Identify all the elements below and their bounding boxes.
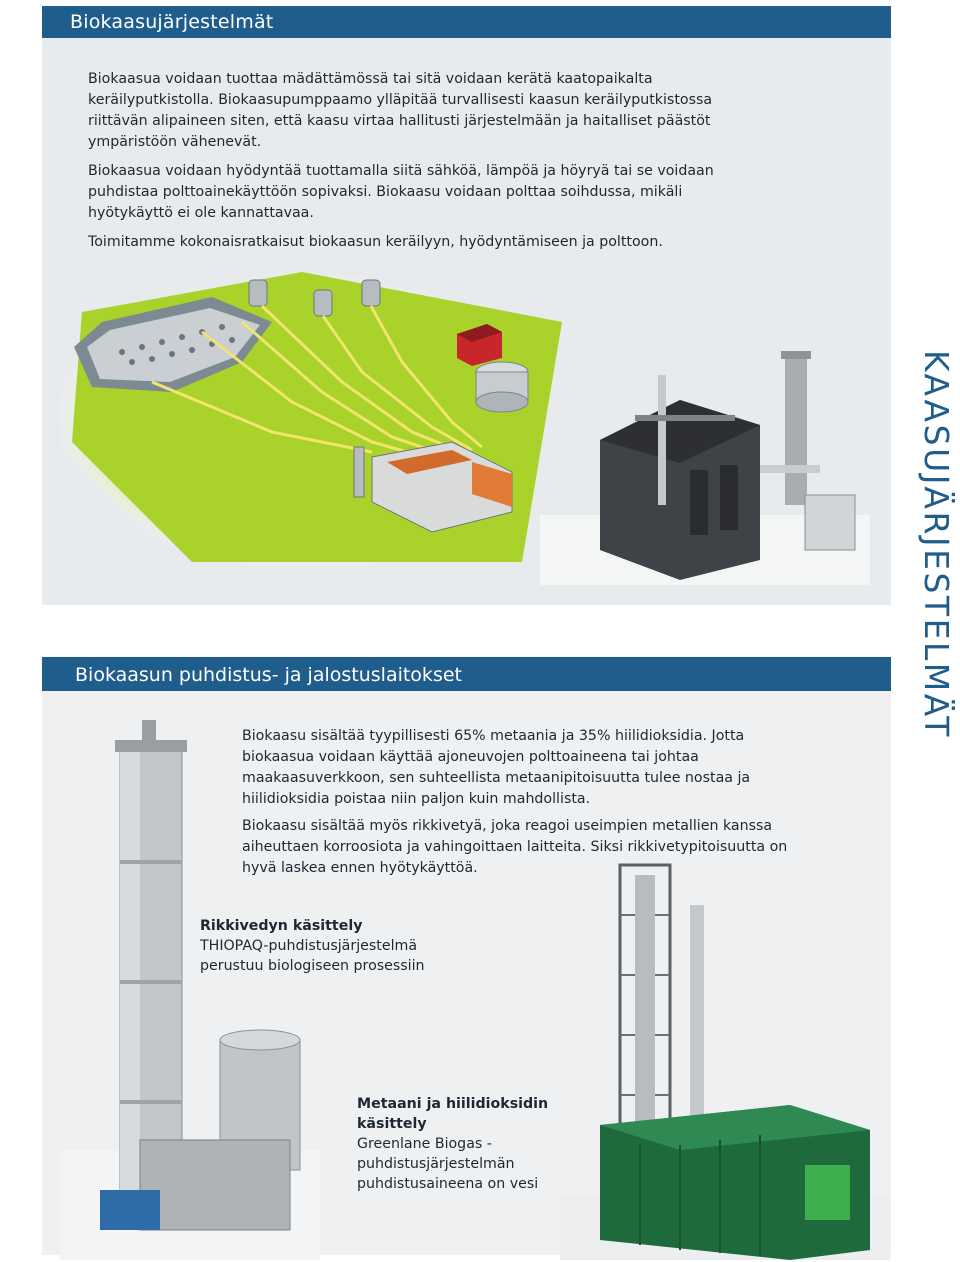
side-section-label: KAASUJÄRJESTELMÄT (917, 350, 956, 739)
intro-paragraph-2: Biokaasua voidaan hyödyntää tuottamalla siitä sähköä, lämpöä ja höyryä tai se voidaan puhdistaa polttoainekäyttöön sopivaksi. Biokaasu voidaan polttaa soihdussa, mikäli hyötykäyttö ei ole kannattavaa. (88, 163, 714, 221)
intro-paragraph-3: Toimitamme kokonaisratkaisut biokaasun keräilyyn, hyödyntämiseen ja polttoon. (88, 234, 663, 250)
methane-caption-title: Metaani ja hiilidioksidin käsittely (357, 1096, 549, 1132)
landfill-gas-diagram (42, 262, 587, 582)
pumping-station-photo (540, 345, 870, 585)
body-paragraph-2: Biokaasu sisältää myös rikkivetyä, joka reagoi useimpien metallien kanssa aiheuttaen korroosiota ja vahingoittaen laitteita. Siksi rikkivetypitoisuutta on hyvä laskea ennen hyötykäyttöä. (242, 818, 788, 876)
page-title: Biokaasujärjestelmät (70, 11, 274, 33)
methane-caption-text: Greenlane Biogas -puhdistusjärjestelmän puhdistusaineena on vesi (357, 1136, 539, 1192)
header-bar (42, 6, 891, 38)
upgrading-tower-photo (560, 855, 890, 1260)
methane-caption (357, 1094, 592, 1194)
sulfur-caption-title: Rikkivedyn käsittely (200, 918, 363, 934)
sulfur-caption (200, 916, 460, 976)
intro-paragraph-1: Biokaasua voidaan tuottaa mädättämössä tai sitä voidaan kerätä kaatopaikalta keräilyputkistolla. Biokaasupumppaamo ylläpitää turvallisesti kaasun keräilyputkistossa riittävän alipaineen siten, että kaasu virtaa hallitusti järjestelmään ja haitalliset päästöt ympäristöön vähenevät. (88, 71, 713, 150)
body-paragraph-1: Biokaasu sisältää tyypillisesti 65% metaania ja 35% hiilidioksidia. Jotta biokaasua voidaan käyttää ajoneuvojen polttoaineena tai johtaa maakaasuverkkoon, sen suhteellista metaanipitoisuutta tulee nostaa ja hiilidioksidia poistaa niin paljon kuin mahdollista. (242, 728, 751, 807)
sulfur-caption-text: THIOPAQ-puhdistusjärjestelmä perustuu biologiseen prosessiin (200, 938, 425, 974)
section-bar (42, 657, 891, 691)
section-title: Biokaasun puhdistus- ja jalostuslaitokset (75, 664, 462, 686)
